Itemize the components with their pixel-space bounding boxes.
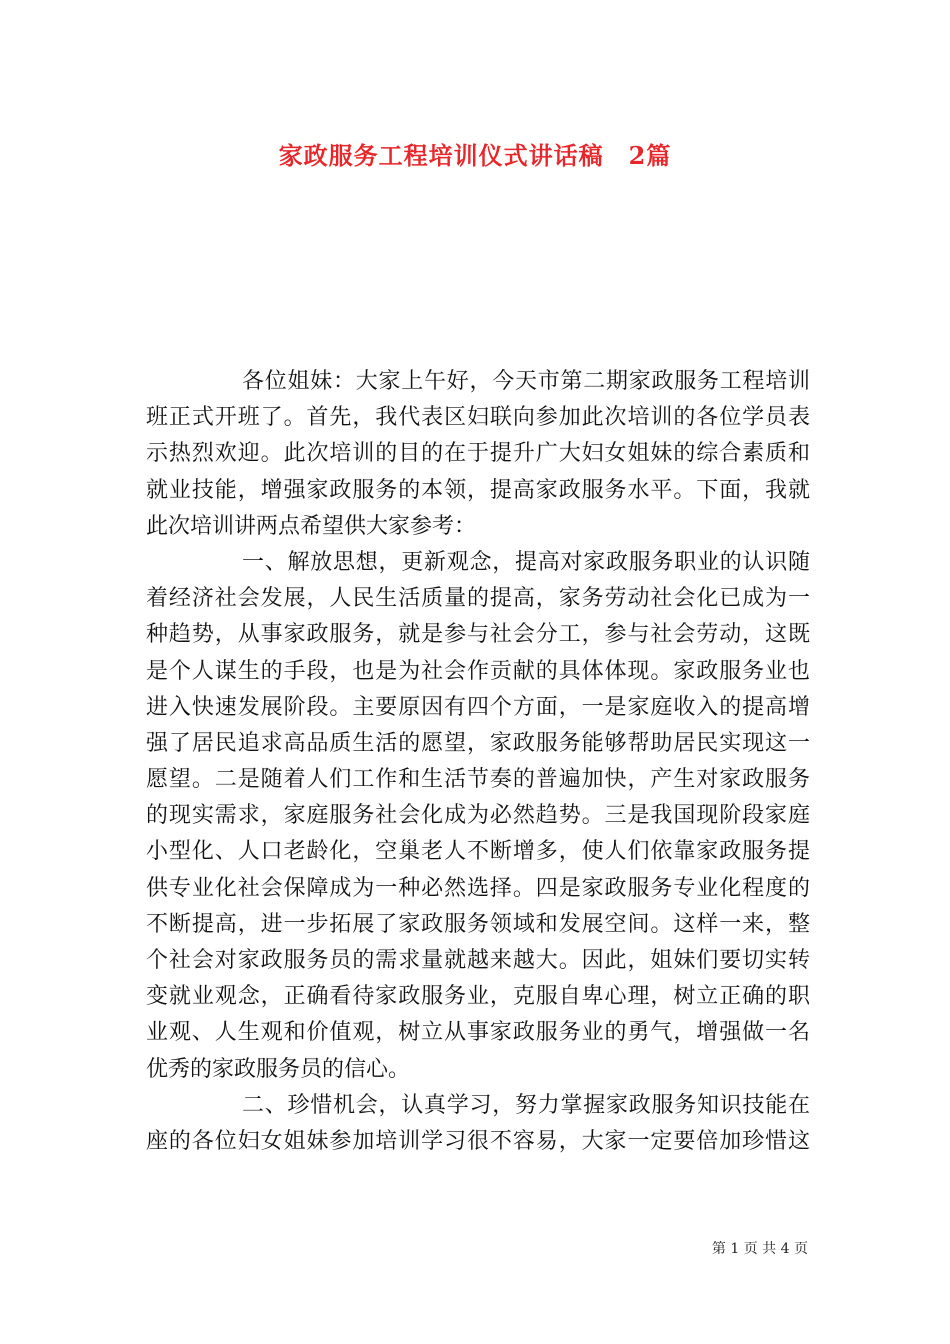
text-line: 个社会对家政服务员的需求量就越来越大。因此，姐妹们要切实转: [146, 948, 810, 973]
text-line: 此次培训讲两点希望供大家参考：: [146, 513, 477, 539]
text-line: 二、珍惜机会，认真学习，努力掌握家政服务知识技能在: [242, 1092, 810, 1118]
text-line: 强了居民追求高品质生活的愿望，家政服务能够帮助居民实现这一: [146, 730, 810, 756]
text-line: 种趋势，从事家政服务，就是参与社会分工，参与社会劳动，这既: [146, 622, 810, 648]
document-title: 家政服务工程培训仪式讲话稿 2篇: [278, 141, 672, 170]
text-line: 班正式开班了。首先，我代表区妇联向参加此次培训的各位学员表: [146, 405, 810, 431]
text-line: 一、解放思想，更新观念，提高对家政服务职业的认识随: [242, 549, 810, 575]
document-body: [146, 364, 810, 1160]
text-line: 业观、人生观和价值观，树立从事家政服务业的勇气，增强做一名: [146, 1020, 810, 1046]
text-line: 变就业观念，正确看待家政服务业，克服自卑心理，树立正确的职: [146, 984, 810, 1010]
text-line: 示热烈欢迎。此次培训的目的在于提升广大妇女姐妹的综合素质和: [146, 441, 810, 467]
text-line: 供专业化社会保障成为一种必然选择。四是家政服务专业化程度的: [146, 875, 810, 901]
text-line: 愿望。二是随着人们工作和生活节奏的普遍加快，产生对家政服务: [146, 767, 810, 793]
text-line: 优秀的家政服务员的信心。: [146, 1056, 411, 1082]
text-line: 是个人谋生的手段，也是为社会作贡献的具体体现。家政服务业也: [146, 658, 810, 684]
text-line: 座的各位妇女姐妹参加培训学习很不容易，大家一定要倍加珍惜这: [146, 1128, 810, 1154]
text-line: 各位姐妹：大家上午好，今天市第二期家政服务工程培训: [242, 369, 810, 394]
text-line: 不断提高，进一步拓展了家政服务领域和发展空间。这样一来，整: [146, 911, 810, 937]
text-line: 着经济社会发展，人民生活质量的提高，家务劳动社会化已成为一: [146, 586, 810, 612]
text-line: 小型化、人口老龄化，空巢老人不断增多，使人们依靠家政服务提: [146, 839, 810, 865]
text-line: 的现实需求，家庭服务社会化成为必然趋势。三是我国现阶段家庭: [146, 803, 810, 829]
text-line: 进入快速发展阶段。主要原因有四个方面，一是家庭收入的提高增: [146, 694, 810, 720]
text-line: 就业技能，增强家政服务的本领，提高家政服务水平。下面，我就: [146, 477, 810, 503]
page-number-footer: 第 1 页 共 4 页: [711, 1241, 808, 1257]
